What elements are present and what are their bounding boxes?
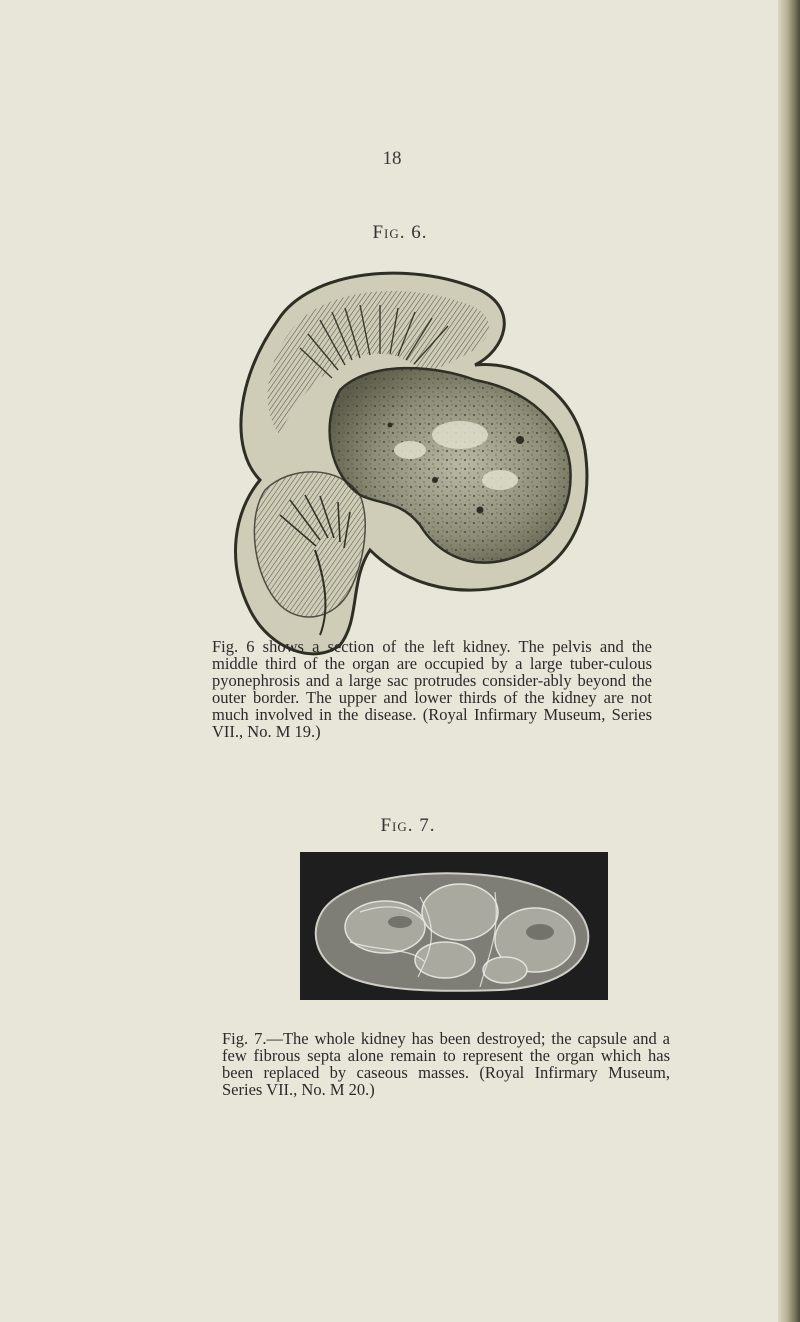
page-edge-shadow xyxy=(778,0,800,1322)
figure-6-caption-text: Fig. 6 shows a section of the left kidney. The pelvis and the middle third of the organ are occupied by a large tuber-culous pyonephrosis and a large sac protrudes consider-ably beyond the outer border. The upper and lower thirds of the kidney are not much involved in the disease. (Royal Infirmary Museum, Series VII., No. M 19.) xyxy=(212,637,652,741)
figure-6-title: Fig. 6. xyxy=(372,222,428,243)
figure-7-caption xyxy=(222,1030,670,1098)
figure-7-title: Fig. 7. xyxy=(380,815,436,836)
destroyed-kidney-photograph xyxy=(300,852,608,1000)
page-number: 18 xyxy=(382,148,402,169)
figure-6-caption xyxy=(212,638,652,740)
figure-7-caption-text: Fig. 7.—The whole kidney has been destroyed; the capsule and a few fibrous septa alone remain to represent the organ which has been replaced by caseous masses. (Royal Infirmary Museum, Series VII., No. M 20.) xyxy=(222,1029,670,1099)
kidney-section-illustration xyxy=(220,250,600,660)
